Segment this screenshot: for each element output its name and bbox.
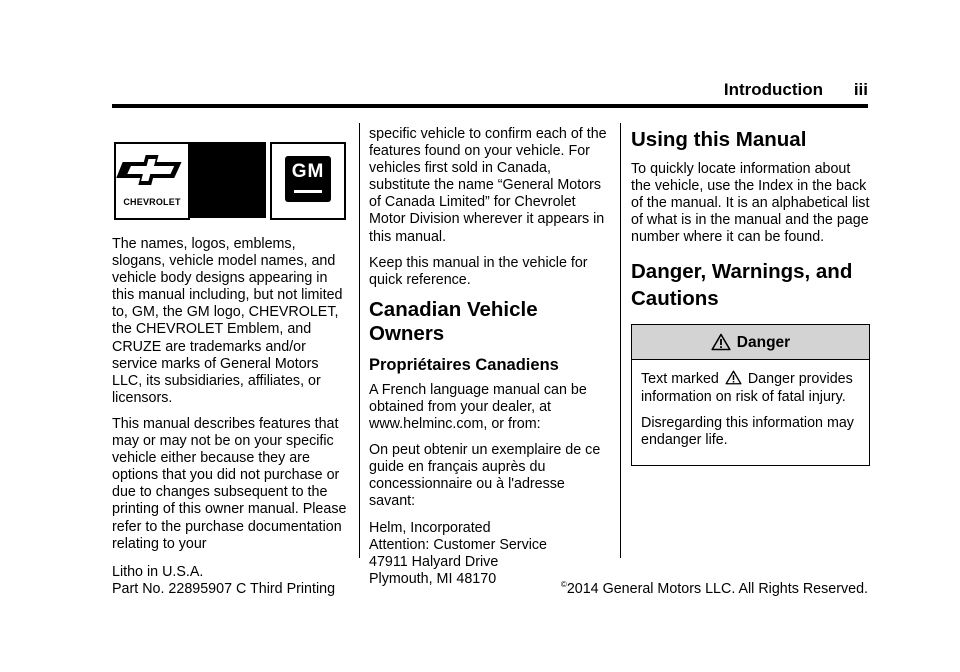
warning-triangle-icon — [711, 333, 731, 351]
page-header — [112, 80, 868, 108]
address-line: Plymouth, MI 48170 — [369, 570, 497, 587]
column-divider-2 — [620, 123, 621, 558]
canadian-owners-heading: Canadian Vehicle Owners — [369, 297, 538, 345]
copyright-notice — [561, 580, 868, 597]
using-manual-heading: Using this Manual — [631, 128, 807, 151]
address-line: 47911 Halyard Drive — [369, 553, 499, 570]
copyright-symbol: © — [560, 580, 567, 589]
gm-mark — [285, 156, 331, 202]
address-block — [369, 520, 609, 588]
chevrolet-logo — [114, 142, 190, 220]
keep-manual-paragraph: Keep this manual in the vehicle for quick reference. — [369, 254, 588, 288]
part-number-text: Part No. 22895907 C Third Printing — [112, 581, 336, 597]
danger-callout-header — [632, 325, 869, 360]
danger-description — [641, 370, 860, 405]
danger-callout-title: Danger — [736, 333, 791, 351]
index-paragraph: To quickly locate information about the vehicle, use the Index in the back of the manual. It is an alphabetical list of what is in the manual and the page number where it can be found. — [631, 161, 870, 246]
danger-text-rest: Danger provides information on risk of fatal injury. — [641, 371, 853, 405]
chevrolet-wordmark: CHEVROLET — [123, 196, 181, 207]
warning-triangle-icon — [725, 370, 742, 385]
copyright-text: 2014 General Motors LLC. All Rights Reserved. — [566, 581, 868, 597]
french-text-paragraph: On peut obtenir un exemplaire de ce guide en français auprès du concessionnaire ou à l'adresse savant: — [369, 442, 601, 510]
manual-scope-paragraph: This manual describes features that may or may not be on your specific vehicle either because they are options that you did not purchase or due to changes subsequent to the printing of this owner manual. Please refer to the purchase documentation relating to your — [112, 415, 347, 552]
gm-underline — [294, 190, 322, 193]
page-number: iii — [853, 80, 868, 99]
section-title: Introduction — [723, 80, 823, 99]
column-2 — [369, 126, 609, 597]
gm-logo — [270, 142, 346, 220]
gm-letters: GM — [291, 161, 325, 182]
column-3 — [631, 128, 870, 466]
vehicle-features-paragraph: specific vehicle to confirm each of the features found on your vehicle. For vehicles first sold in Canada, substitute the name “General Motors of Canada Limited” for Chevrolet Motor Division wherever it appears in this manual. — [369, 126, 607, 245]
column-divider-1 — [359, 123, 360, 558]
address-line: Attention: Customer Service — [369, 536, 547, 553]
danger-warnings-heading: Danger, Warnings, and Cautions — [631, 260, 853, 311]
proprietaires-heading: Propriétaires Canadiens — [369, 355, 559, 374]
address-line: Helm, Incorporated — [369, 519, 491, 536]
danger-consequence: Disregarding this information may endanger life. — [641, 414, 854, 448]
footer-printing-info — [112, 564, 335, 598]
danger-callout — [631, 324, 870, 465]
trademark-paragraph: The names, logos, emblems, slogans, vehicle model names, and vehicle body designs appearing in this manual including, but not limited to, GM, the GM logo, CHEVROLET, the CHEVROLET Emblem, and CRUZE are trademarks and/or service marks of General Motors LLC, its subsidiaries, affiliates, or licensors. — [112, 236, 343, 406]
black-logo-panel — [190, 142, 266, 218]
danger-callout-body — [632, 360, 869, 464]
french-manual-paragraph: A French language manual can be obtained from your dealer, at www.helminc.com, or from: — [369, 381, 587, 433]
litho-text: Litho in U.S.A. — [112, 564, 204, 580]
column-1 — [112, 126, 350, 562]
chevrolet-bowtie-icon — [116, 148, 188, 198]
brand-logos — [112, 126, 350, 236]
danger-text-prefix: Text marked — [641, 371, 719, 388]
